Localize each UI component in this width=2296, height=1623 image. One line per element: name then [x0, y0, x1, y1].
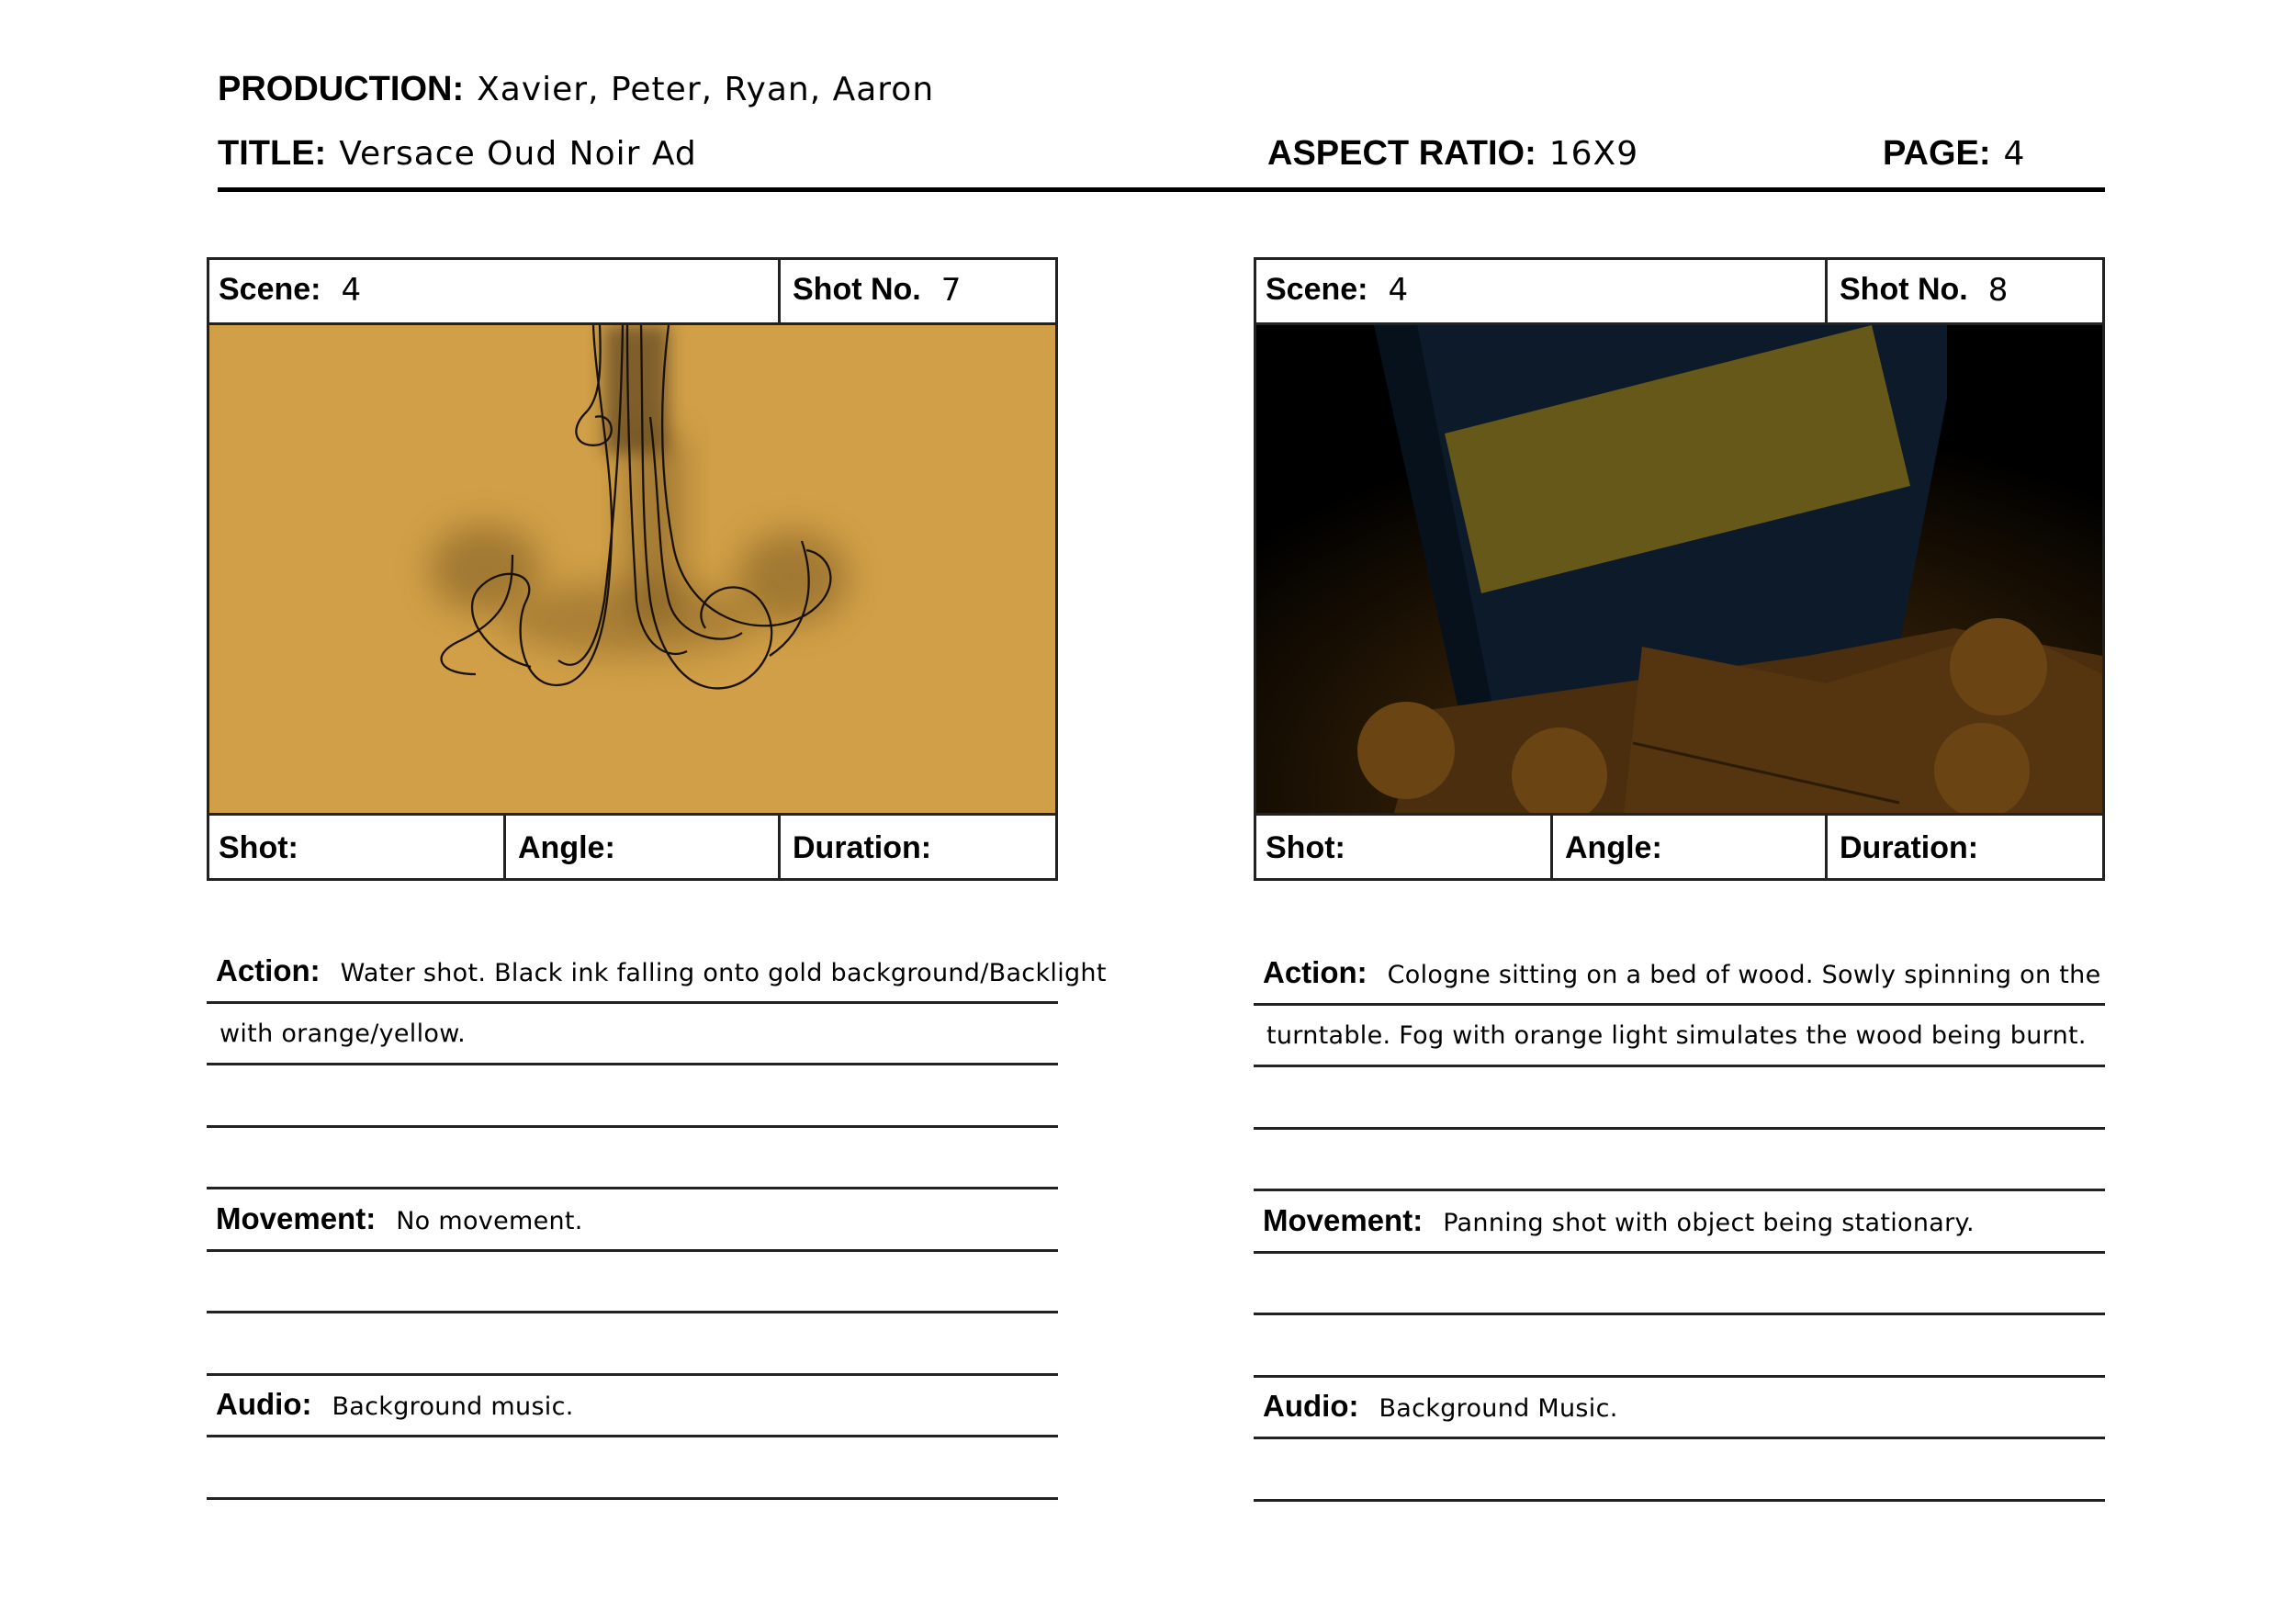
shot-cell [207, 816, 503, 881]
ink-drop-illustration [209, 325, 1055, 813]
ruled-line [1254, 1251, 2105, 1254]
ruled-line [207, 1249, 1058, 1252]
shot-label: Shot: [1266, 830, 1345, 865]
ruled-line [207, 1373, 1058, 1376]
ink-drop-sketch [209, 325, 1055, 813]
action-continuation-row [1254, 1021, 2105, 1050]
angle-label: Angle: [518, 830, 615, 865]
ruled-line [207, 1435, 1058, 1437]
shot-cell [1254, 816, 1550, 881]
scene-label: Scene: [219, 272, 321, 307]
scene-cell [207, 257, 778, 322]
scene-label: Scene: [1266, 272, 1368, 307]
ruled-line [207, 1187, 1058, 1189]
scene-value: 4 [341, 271, 362, 309]
header-divider [218, 187, 2105, 192]
ruled-line [207, 1497, 1058, 1500]
ruled-line [1254, 1065, 2105, 1067]
shot-number-value: 7 [940, 271, 962, 309]
action-text-line-1: Cologne sitting on a bed of wood. Sowly spinning on the [1387, 961, 2101, 989]
aspect-ratio-row [1267, 134, 1638, 174]
angle-cell [506, 816, 778, 881]
ruled-line [1254, 1313, 2105, 1315]
duration-label: Duration: [793, 830, 932, 865]
angle-cell [1553, 816, 1825, 881]
shot-number-label: Shot No. [793, 272, 921, 307]
action-label: Action: [216, 953, 321, 987]
audio-text: Background music. [332, 1392, 574, 1421]
movement-row [207, 1201, 1058, 1236]
panel-header [207, 257, 1058, 325]
ruled-line [1254, 1003, 2105, 1006]
duration-cell [1828, 816, 2105, 881]
aspect-ratio-label: ASPECT RATIO: [1267, 134, 1536, 173]
ruled-line [1254, 1189, 2105, 1191]
ruled-line [207, 1311, 1058, 1313]
ruled-line [1254, 1437, 2105, 1439]
audio-label: Audio: [1263, 1389, 1359, 1423]
angle-label: Angle: [1565, 830, 1662, 865]
action-row [207, 953, 1107, 988]
action-text-line-1: Water shot. Black ink falling onto gold background/Backlight [340, 959, 1107, 987]
production-value: Xavier, Peter, Ryan, Aaron [477, 71, 935, 108]
ruled-line [1254, 1499, 2105, 1502]
movement-row [1254, 1203, 2105, 1238]
ruled-line [207, 1001, 1058, 1004]
action-text-line-2: turntable. Fog with orange light simulates the wood being burnt. [1266, 1021, 2087, 1050]
ruled-line [1254, 1375, 2105, 1378]
panel-header [1254, 257, 2105, 325]
cologne-illustration [1256, 325, 2102, 813]
title-row [218, 134, 697, 174]
duration-cell [781, 816, 1058, 881]
ruled-line [207, 1063, 1058, 1065]
page-label: PAGE: [1883, 134, 1991, 173]
audio-row [1254, 1389, 2105, 1424]
ruled-line [1254, 1127, 2105, 1130]
scene-value: 4 [1388, 271, 1409, 309]
action-text-line-2: with orange/yellow. [219, 1020, 466, 1048]
duration-label: Duration: [1840, 830, 1979, 865]
production-label: PRODUCTION: [218, 70, 465, 108]
action-continuation-row [207, 1020, 1058, 1048]
audio-row [207, 1387, 1058, 1422]
movement-text: No movement. [396, 1207, 583, 1235]
aspect-ratio-value: 16X9 [1548, 135, 1639, 173]
cologne-on-wood-sketch [1256, 325, 2102, 813]
production-row [218, 70, 934, 109]
ruled-line [207, 1125, 1058, 1128]
panel-footer [207, 813, 1058, 881]
shot-label: Shot: [219, 830, 298, 865]
title-label: TITLE: [218, 134, 327, 173]
action-row [1254, 955, 2105, 990]
title-value: Versace Oud Noir Ad [339, 135, 697, 173]
page-row [1883, 134, 2025, 174]
audio-label: Audio: [216, 1387, 312, 1421]
shot-number-label: Shot No. [1840, 272, 1968, 307]
shot-number-cell [781, 257, 1058, 322]
scene-cell [1254, 257, 1825, 322]
shot-number-cell [1828, 257, 2105, 322]
audio-text: Background Music. [1379, 1394, 1618, 1423]
movement-label: Movement: [1263, 1203, 1424, 1237]
movement-label: Movement: [216, 1201, 377, 1235]
action-label: Action: [1263, 955, 1367, 989]
movement-text: Panning shot with object being stationary. [1443, 1209, 1975, 1237]
panel-footer [1254, 813, 2105, 881]
page-value: 4 [2003, 135, 2026, 173]
shot-number-value: 8 [1987, 271, 2009, 309]
